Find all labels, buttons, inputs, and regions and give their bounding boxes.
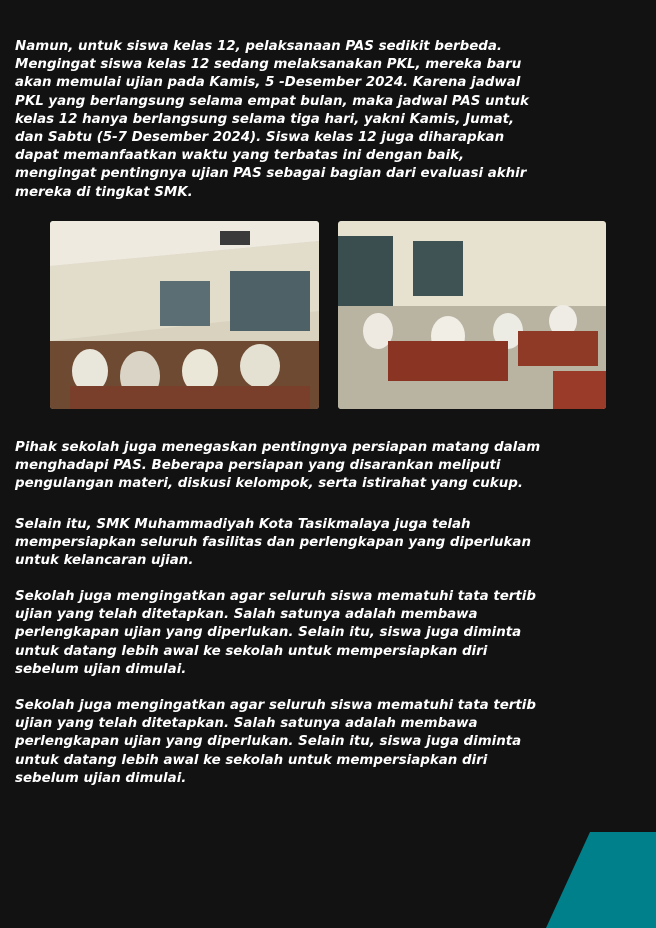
paragraph-facilities: Selain itu, SMK Muhammadiyah Kota Tasikmalaya juga telah mempersiapkan seluruh fasilitas dan perlengkapan yang diperlukan untuk kelancaran ujian.	[15, 517, 531, 569]
paragraph-rules-2: Sekolah juga mengingatkan agar seluruh siswa mematuhi tata tertib ujian yang telah ditetapkan. Salah satunya adalah membawa perlengkapan ujian yang diperlukan. Selain itu, siswa juga diminta untuk datang lebih awal ke sekolah untuk mempersiapkan diri sebelum ujian dimulai.	[15, 698, 536, 786]
photo-exam-room-right	[338, 221, 606, 409]
paragraph-rules-1: Sekolah juga mengingatkan agar seluruh siswa mematuhi tata tertib ujian yang telah ditetapkan. Salah satunya adalah membawa perlengkapan ujian yang diperlukan. Selain itu, siswa juga diminta untuk datang lebih awal ke sekolah untuk mempersiapkan diri sebelum ujian dimulai.	[15, 589, 536, 677]
paragraph-preparation: Pihak sekolah juga menegaskan pentingnya persiapan matang dalam menghadapi PAS. Beberapa persiapan yang disarankan meliputi pengulangan materi, diskusi kelompok, serta istirahat yang cukup.	[15, 440, 541, 492]
teal-corner-decoration	[546, 832, 656, 928]
paragraph-class-12-schedule: Namun, untuk siswa kelas 12, pelaksanaan PAS sedikit berbeda. Mengingat siswa kelas 12 sedang melaksanakan PKL, mereka baru akan memulai ujian pada Kamis, 5 -Desember 2024. Karena jadwal PKL yang berlangsung selama empat bulan, maka jadwal PAS untuk kelas 12 hanya berlangsung selama tiga hari, yakni Kamis, Jumat, dan Sabtu (5-7 Desember 2024). Siswa kelas 12 juga diharapkan dapat memanfaatkan waktu yang terbatas ini dengan baik, mengingat pentingnya ujian PAS sebagai bagian dari evaluasi akhir mereka di tingkat SMK.	[15, 39, 529, 200]
photo-exam-room-left	[50, 221, 319, 409]
